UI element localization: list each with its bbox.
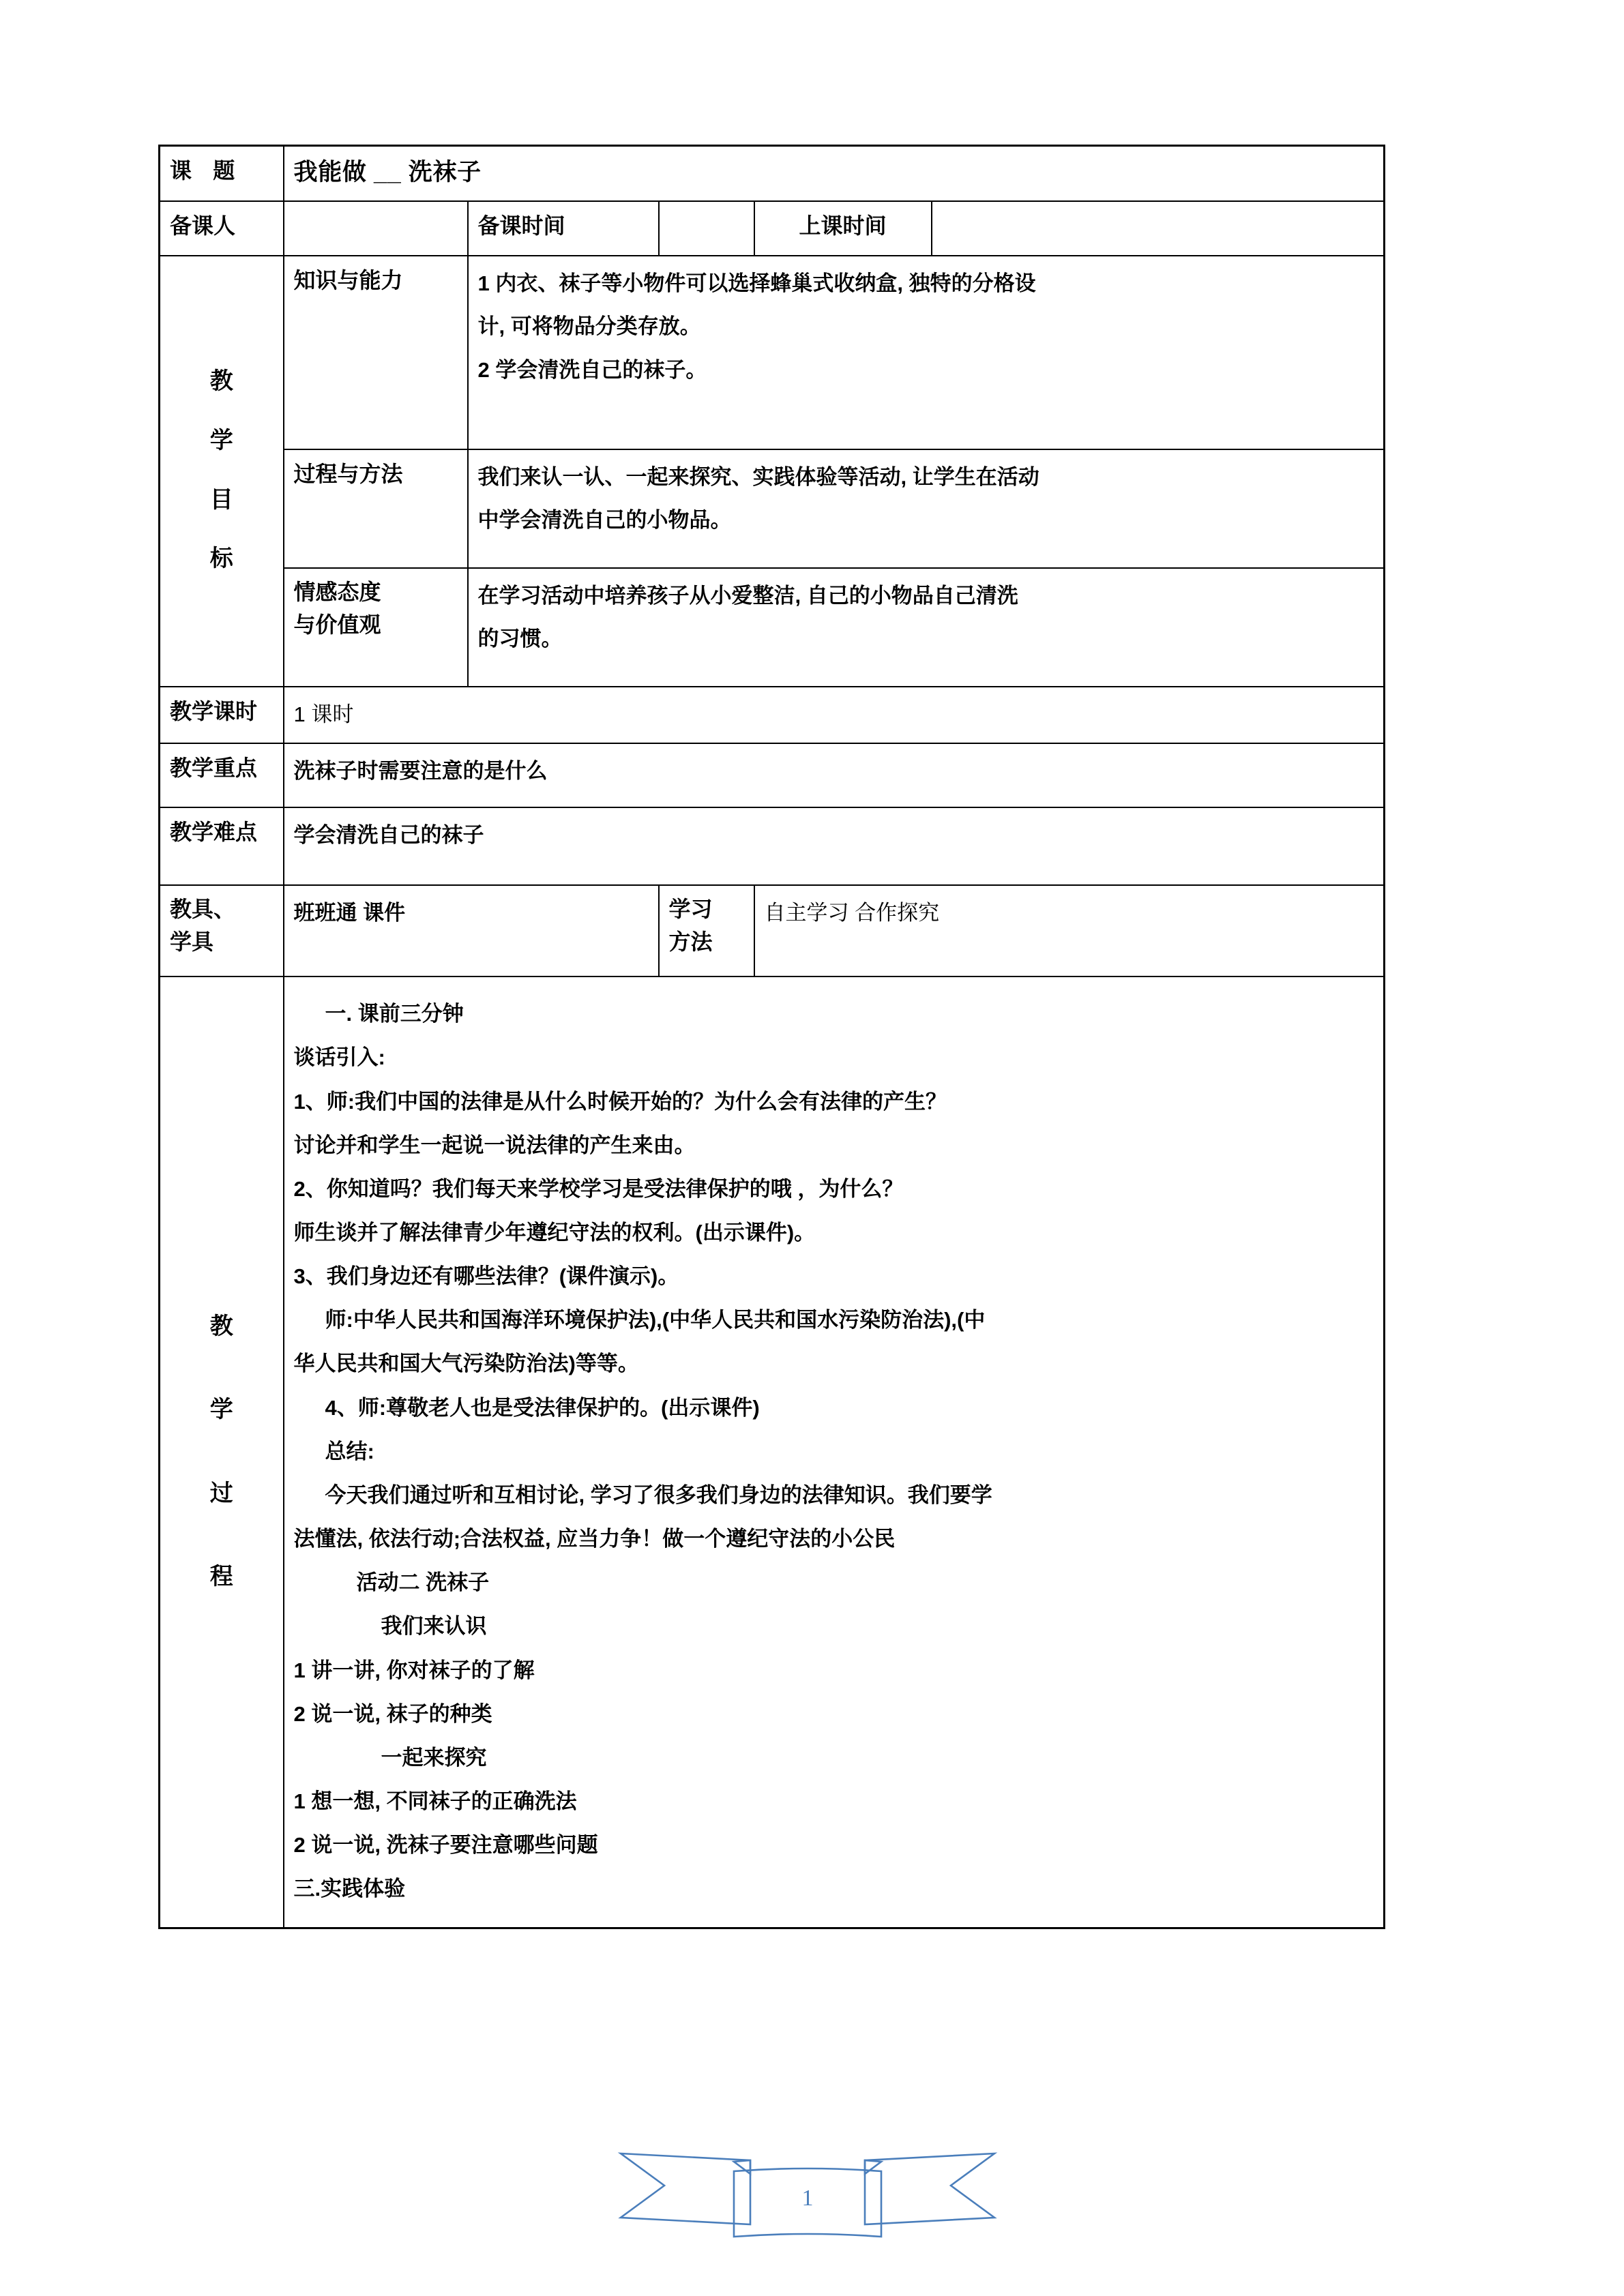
objective-knowledge-label-cell (284, 256, 468, 449)
objective-process-value (478, 457, 1374, 541)
objective-attitude-value-cell[interactable] (468, 568, 1385, 687)
periods-label-cell (160, 687, 284, 744)
class-time-label-cell (754, 201, 932, 256)
objective-attitude-label-line-0: 情感态度 (293, 579, 381, 604)
table-row-objective-attitude (160, 568, 1385, 687)
title-value-cell[interactable] (284, 146, 1385, 201)
prep-person-label-cell (160, 201, 284, 256)
table-row-process (160, 976, 1385, 1928)
process-line-3: 讨论并和学生一起说一说法律的产生来由。 (293, 1133, 696, 1157)
prep-time-label: 备课时间 (477, 213, 565, 238)
objectives-side-label (170, 352, 274, 588)
prep-person-value-cell[interactable] (284, 201, 468, 256)
process-side-char-2: 过 (209, 1480, 233, 1506)
process-line-7: 师:中华人民共和国海洋环境保护法),(中华人民共和国水污染防治法),(中 (325, 1308, 986, 1332)
objectives-side-char-0: 教 (209, 368, 233, 395)
method-label-cell (659, 885, 754, 976)
method-value-cell[interactable] (754, 885, 1385, 976)
table-row-key-point (160, 743, 1385, 807)
objective-process-line-1: 中学会清洗自己的小物品。 (477, 508, 732, 533)
method-label-line-0: 学习 (668, 897, 713, 922)
process-line-10: 总结: (325, 1439, 374, 1463)
objective-process-label: 过程与方法 (293, 461, 403, 486)
objective-attitude-label (294, 576, 458, 641)
objectives-side-label-cell (160, 256, 284, 687)
process-line-17: 一起来探究 (381, 1745, 487, 1770)
class-time-value-cell[interactable] (932, 201, 1385, 256)
lesson-plan-table (158, 145, 1385, 1929)
difficulty-label-cell (160, 807, 284, 885)
objective-attitude-value (478, 576, 1374, 659)
class-time-label: 上课时间 (799, 213, 887, 238)
objective-process-label-cell (284, 449, 468, 568)
table-row-tools (160, 885, 1385, 976)
process-line-11: 今天我们通过听和互相讨论, 学习了很多我们身边的法律知识。我们要学 (325, 1482, 992, 1507)
process-line-0: 一. 课前三分钟 (325, 1002, 464, 1026)
tools-label-line-1: 学具 (170, 929, 214, 955)
prep-person-label: 备课人 (170, 213, 236, 238)
objective-knowledge-label: 知识与能力 (293, 267, 403, 293)
key-point-value: 洗袜子时需要注意的是什么 (293, 759, 548, 784)
objectives-side-char-2: 目 (209, 486, 233, 513)
table-row-prep (160, 201, 1385, 256)
title-label-cell (160, 146, 284, 201)
method-label-line-1: 方法 (668, 929, 713, 955)
tools-label (170, 893, 274, 958)
tools-value-cell[interactable] (284, 885, 659, 976)
prep-time-value-cell[interactable] (659, 201, 754, 256)
key-point-value-cell[interactable] (284, 743, 1385, 807)
key-point-label-cell (160, 743, 284, 807)
table-row-periods (160, 687, 1385, 744)
objective-attitude-line-1: 的习惯。 (477, 627, 563, 651)
periods-value-cell[interactable] (284, 687, 1385, 744)
process-line-6: 3、我们身边还有哪些法律？(课件演示)。 (293, 1264, 679, 1289)
process-side-label-cell (160, 976, 284, 1928)
page-number-ribbon (617, 2136, 999, 2238)
process-line-20: 三.实践体验 (293, 1877, 406, 1901)
process-side-label (170, 1285, 274, 1619)
process-side-char-1: 学 (209, 1397, 233, 1423)
objective-attitude-line-0: 在学习活动中培养孩子从小爱整洁, 自己的小物品自己清洗 (477, 583, 1018, 608)
process-side-char-3: 程 (209, 1564, 233, 1590)
periods-value: 1 课时 (293, 702, 354, 726)
process-side-char-0: 教 (209, 1313, 233, 1340)
process-line-1: 谈话引入: (293, 1045, 385, 1070)
process-line-5: 师生谈并了解法律青少年遵纪守法的权利。(出示课件)。 (293, 1220, 816, 1244)
tools-label-cell (160, 885, 284, 976)
process-line-18: 1 想一想, 不同袜子的正确洗法 (293, 1789, 577, 1814)
page-number: 1 (801, 2186, 814, 2211)
objective-knowledge-line-1: 计, 可将物品分类存放。 (477, 314, 701, 339)
title-label: 课 题 (170, 158, 243, 183)
process-content (294, 992, 1374, 1911)
tools-value: 班班通 课件 (293, 901, 406, 925)
objective-attitude-label-line-1: 与价值观 (293, 612, 381, 637)
process-line-9: 4、师:尊敬老人也是受法律保护的。(出示课件) (325, 1395, 760, 1420)
difficulty-label: 教学难点 (170, 820, 258, 845)
process-line-13: 活动二 洗袜子 (356, 1570, 490, 1595)
objective-process-line-0: 我们来认一认、一起来探究、实践体验等活动, 让学生在活动 (477, 464, 1039, 489)
table-row-difficulty (160, 807, 1385, 885)
table-row-objective-knowledge (160, 256, 1385, 449)
process-line-19: 2 说一说, 洗袜子要注意哪些问题 (293, 1833, 598, 1858)
objective-knowledge-line-0: 1 内衣、袜子等小物件可以选择蜂巢式收纳盒, 独特的分格设 (477, 271, 1036, 295)
objective-process-value-cell[interactable] (468, 449, 1385, 568)
process-line-2: 1、师:我们中国的法律是从什么时候开始的？为什么会有法律的产生？ (293, 1089, 947, 1114)
process-line-15: 1 讲一讲, 你对袜子的了解 (293, 1658, 535, 1682)
method-value: 自主学习 合作探究 (764, 901, 940, 925)
process-line-14: 我们来认识 (381, 1614, 487, 1639)
lesson-plan-sheet (158, 145, 1383, 1929)
difficulty-value: 学会清洗自己的袜子 (293, 823, 484, 848)
title-value: 我能做 __ 洗袜子 (293, 159, 482, 185)
objectives-side-char-3: 标 (209, 546, 233, 572)
objectives-side-char-1: 学 (209, 428, 233, 453)
method-label (669, 893, 744, 958)
process-line-16: 2 说一说, 袜子的种类 (293, 1701, 492, 1726)
process-line-4: 2、你知道吗？我们每天来学校学习是受法律保护的哦 ，为什么？ (293, 1176, 904, 1201)
table-row-objective-process (160, 449, 1385, 568)
objective-knowledge-value (478, 263, 1374, 391)
prep-time-label-cell (468, 201, 659, 256)
difficulty-value-cell[interactable] (284, 807, 1385, 885)
objective-knowledge-line-2: 2 学会清洗自己的袜子。 (477, 357, 707, 382)
process-line-12: 法懂法, 依法行动;合法权益, 应当力争！做一个遵纪守法的小公民 (293, 1527, 896, 1551)
tools-label-line-0: 教具、 (170, 897, 236, 922)
periods-label: 教学课时 (170, 698, 258, 724)
process-content-cell[interactable] (284, 976, 1385, 1928)
key-point-label: 教学重点 (170, 756, 258, 781)
objective-knowledge-value-cell[interactable] (468, 256, 1385, 449)
table-row-title (160, 146, 1385, 201)
process-line-8: 华人民共和国大气污染防治法)等等。 (293, 1352, 639, 1376)
objective-attitude-label-cell (284, 568, 468, 687)
